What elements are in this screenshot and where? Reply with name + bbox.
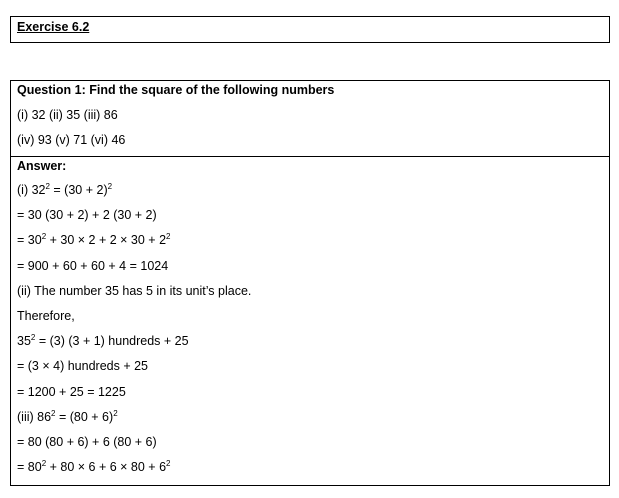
- answer-line: (iii) $86^2 = (80 + 6)^2$: [17, 409, 118, 424]
- answer-line: $35^2 = (3) (3 + 1)$ hundreds + 25: [17, 333, 189, 348]
- question-line-2: (iv) 93 (v) 71 (vi) 46: [17, 133, 126, 147]
- question-line-1: (i) 32 (ii) 35 (iii) 86: [17, 108, 118, 122]
- exercise-header-box: [10, 16, 610, 43]
- answer-line: = $80^2 + 80 \times 6 + 6 \times 80 + 6^2$: [17, 459, 171, 474]
- answer-line: = 900 + 60 + 60 + 4 = 1024: [17, 259, 169, 273]
- answer-line: Therefore,: [17, 309, 75, 323]
- answer-line: = (3 × 4) hundreds + 25: [17, 359, 148, 373]
- answer-line: = $30^2 + 30 \times 2 + 2 \times 30 + 2^2$: [17, 232, 171, 247]
- exercise-title: Exercise 6.2: [17, 20, 90, 34]
- answer-line: (i) $32^2 = (30 + 2)^2$: [17, 182, 113, 197]
- answer-line: (ii) The number 35 has 5 in its unit’s place.: [17, 284, 252, 298]
- question-answer-divider: [11, 156, 609, 157]
- question-answer-box: [10, 80, 610, 486]
- answer-line: = 1200 + 25 = 1225: [17, 385, 126, 399]
- answer-line: = 80 (80 + 6) + 6 (80 + 6): [17, 435, 157, 449]
- answer-line: = 30 (30 + 2) + 2 (30 + 2): [17, 208, 157, 222]
- answer-heading: Answer:: [17, 159, 67, 173]
- question-heading: Question 1: Find the square of the following numbers: [17, 83, 335, 97]
